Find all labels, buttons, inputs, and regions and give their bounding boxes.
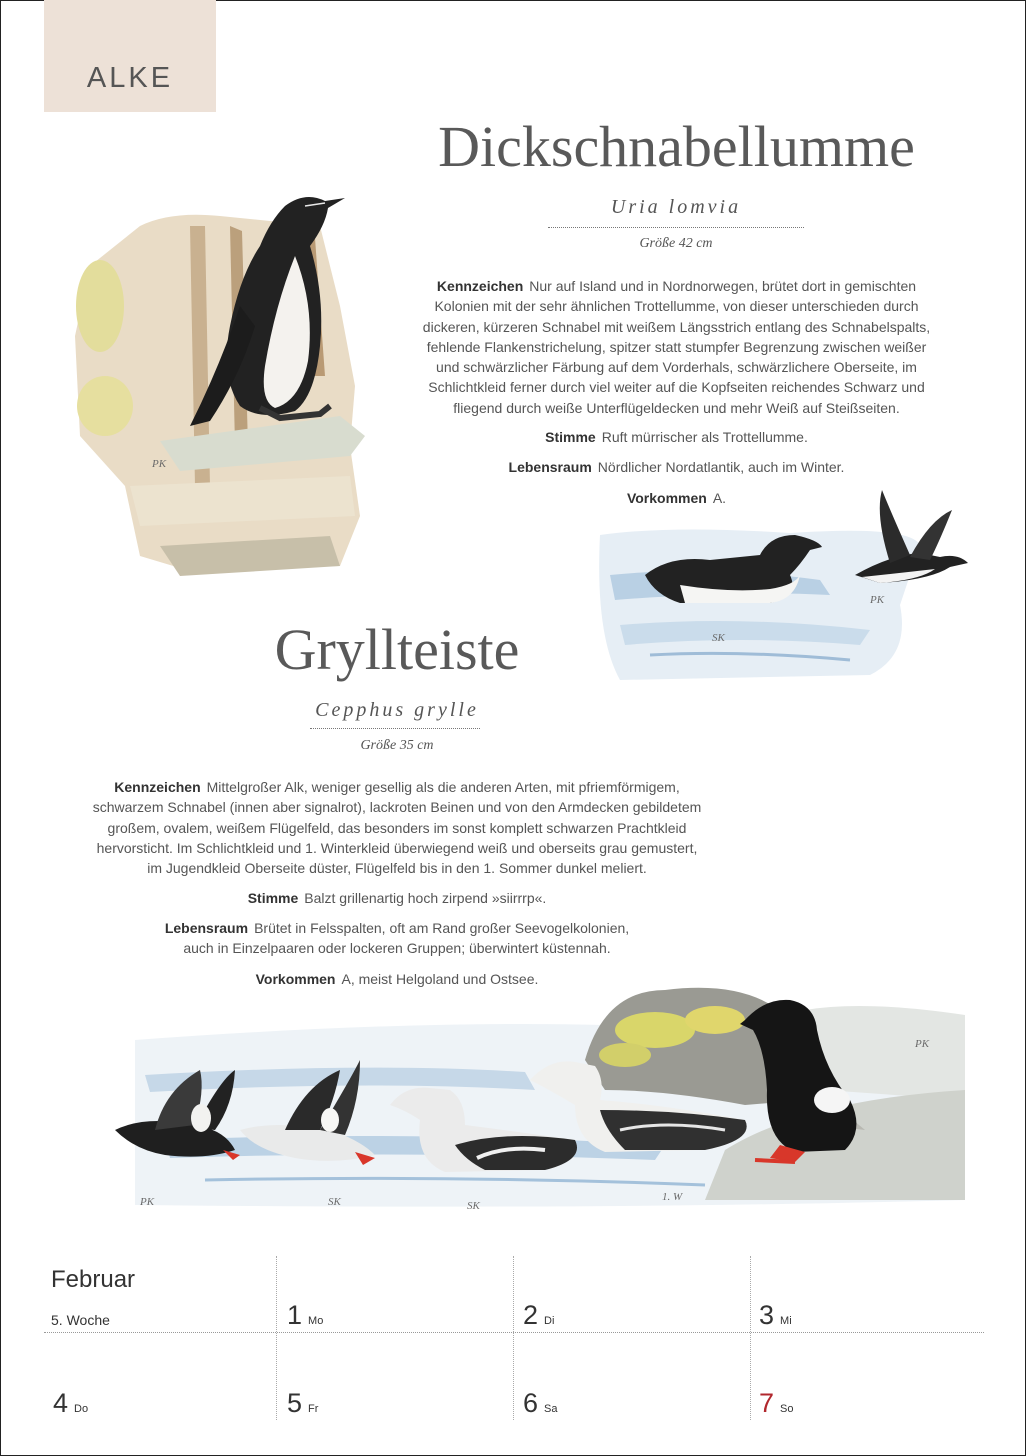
species2-lebensraum-label: Lebensraum [164, 920, 249, 936]
day-number: 4 [53, 1388, 69, 1418]
text-line: Mittelgroßer Alk, weniger gesellig als die anderen Arten, mit pfriemförmigem, [206, 779, 680, 795]
calendar-day-4[interactable] [53, 1388, 88, 1419]
text-line: Brütet in Felsspalten, oft am Rand großer Seevogelkolonien, [254, 920, 630, 936]
day-abbr: Fr [308, 1403, 319, 1415]
calendar-day-6[interactable] [523, 1388, 558, 1419]
species1-stimme-label: Stimme [545, 429, 596, 445]
species2-vorkommen-label: Vorkommen [255, 971, 336, 987]
species2-title: Gryllteiste [274, 617, 520, 682]
day-abbr: Mi [780, 1315, 792, 1327]
text-line: Nur auf Island und in Nordnorwegen, brütet dort in gemischten [529, 278, 917, 294]
species1-kennzeichen [404, 276, 949, 418]
calendar-month: Februar [51, 1266, 136, 1293]
species2-caption-sk-1: SK [328, 1196, 341, 1208]
species2-lebensraum [44, 918, 750, 959]
species1-stimme [404, 427, 949, 447]
day-number: 2 [523, 1300, 539, 1330]
species1-lebensraum-text: Nördlicher Nordatlantik, auch im Winter. [597, 459, 845, 475]
section-tab [44, 0, 216, 112]
species2-kennzeichen-label: Kennzeichen [114, 779, 201, 795]
species2-caption-sk-2: SK [467, 1200, 480, 1212]
calendar-column-divider [750, 1256, 751, 1420]
brunnichs-guillemot-water-illustration [590, 485, 990, 685]
species2-latin-name: Cepphus grylle [315, 699, 479, 721]
species1-illustration-caption: PK [152, 458, 167, 470]
species2-vorkommen-text: A, meist Helgoland und Ostsee. [341, 971, 539, 987]
calendar-row-divider [44, 1332, 984, 1333]
calendar-day-1[interactable] [287, 1300, 323, 1331]
species2-divider [310, 728, 480, 729]
species1-title: Dickschnabellumme [438, 114, 915, 179]
text-line: fehlende Flankenstrichelung, spitzer statt stumpfer Begrenzung zwischen weißer [426, 338, 927, 355]
species2-stimme-text: Balzt grillenartig hoch zirpend »siirrrp«. [304, 890, 547, 906]
day-number: 3 [759, 1300, 775, 1330]
calendar-day-5[interactable] [287, 1388, 318, 1419]
species2-stimme [44, 888, 750, 908]
species1-lebensraum [404, 457, 949, 477]
species2-caption-pk-left: PK [140, 1196, 155, 1208]
species2-kennzeichen [44, 777, 750, 878]
day-number: 6 [523, 1388, 539, 1418]
day-abbr: Do [74, 1403, 89, 1415]
calendar-week: 5. Woche [51, 1312, 110, 1328]
species1-flight-caption-pk: PK [870, 594, 885, 606]
day-abbr: So [780, 1403, 794, 1415]
species1-size: Größe 42 cm [639, 236, 713, 251]
species2-size: Größe 35 cm [360, 738, 434, 753]
text-line: im Jugendkleid Oberseite düster, Flügelfeld bis in den 1. Sommer dunkel meliert. [147, 860, 647, 877]
day-number: 1 [287, 1300, 303, 1330]
text-line: und schwärzlicher Färbung auf dem Vorderhals, schwärzlichere Oberseite, im [436, 359, 917, 376]
calendar-day-2[interactable] [523, 1300, 554, 1331]
day-number: 7 [759, 1388, 775, 1418]
species1-vorkommen-label: Vorkommen [626, 490, 707, 506]
text-line: großem, ovalem, weißem Flügelfeld, das besonders im sonst komplett schwarzen Prachtkleid [107, 819, 687, 836]
text-line: auch in Einzelpaaren oder lockeren Gruppen; überwintert küstennah. [183, 940, 611, 957]
text-line: hervorsticht. Im Schlichtkleid und 1. Winterkleid überwiegend weiß und oberseits grau gemustert, [96, 839, 698, 856]
black-guillemot-panorama-illustration [105, 980, 975, 1215]
calendar-column-divider [276, 1256, 277, 1420]
text-line: fliegend durch weiße Unterflügeldecken und mehr Weiß auf Steißseiten. [453, 399, 900, 416]
species2-caption-pk-right: PK [915, 1038, 930, 1050]
species1-water-caption-sk: SK [712, 632, 725, 644]
species1-vorkommen-text: A. [712, 490, 727, 506]
species2-caption-first-winter: 1. W [662, 1191, 683, 1203]
calendar-day-3[interactable] [759, 1300, 792, 1331]
day-abbr: Sa [544, 1403, 558, 1415]
day-number: 5 [287, 1388, 303, 1418]
calendar-column-divider [513, 1256, 514, 1420]
section-tab-label: ALKE [86, 62, 174, 94]
day-abbr: Mo [308, 1315, 324, 1327]
species1-divider [548, 227, 804, 228]
species1-latin-name: Uria lomvia [610, 196, 742, 218]
brunnichs-guillemot-cliff-illustration [70, 186, 370, 581]
species1-kennzeichen-label: Kennzeichen [436, 278, 524, 294]
text-line: Schlichtkleid ferner durch viel weiter auf die Kopfseiten reichendes Schwarz und [428, 379, 925, 396]
species1-lebensraum-label: Lebensraum [508, 459, 592, 475]
text-line: dickeren, kürzeren Schnabel mit weißem Längsstrich entlang des Schnabelspalts, [422, 318, 931, 335]
calendar-day-7[interactable] [759, 1388, 794, 1419]
text-line: schwarzem Schnabel (innen aber signalrot), lackroten Beinen und von den Armdecken gebildetem [92, 799, 702, 816]
day-abbr: Di [544, 1315, 555, 1327]
text-line: Kolonien mit der sehr ähnlichen Trottellumme, von dieser unterschieden durch [434, 298, 919, 315]
species1-stimme-text: Ruft mürrischer als Trottellumme. [601, 429, 808, 445]
species2-stimme-label: Stimme [247, 890, 299, 906]
